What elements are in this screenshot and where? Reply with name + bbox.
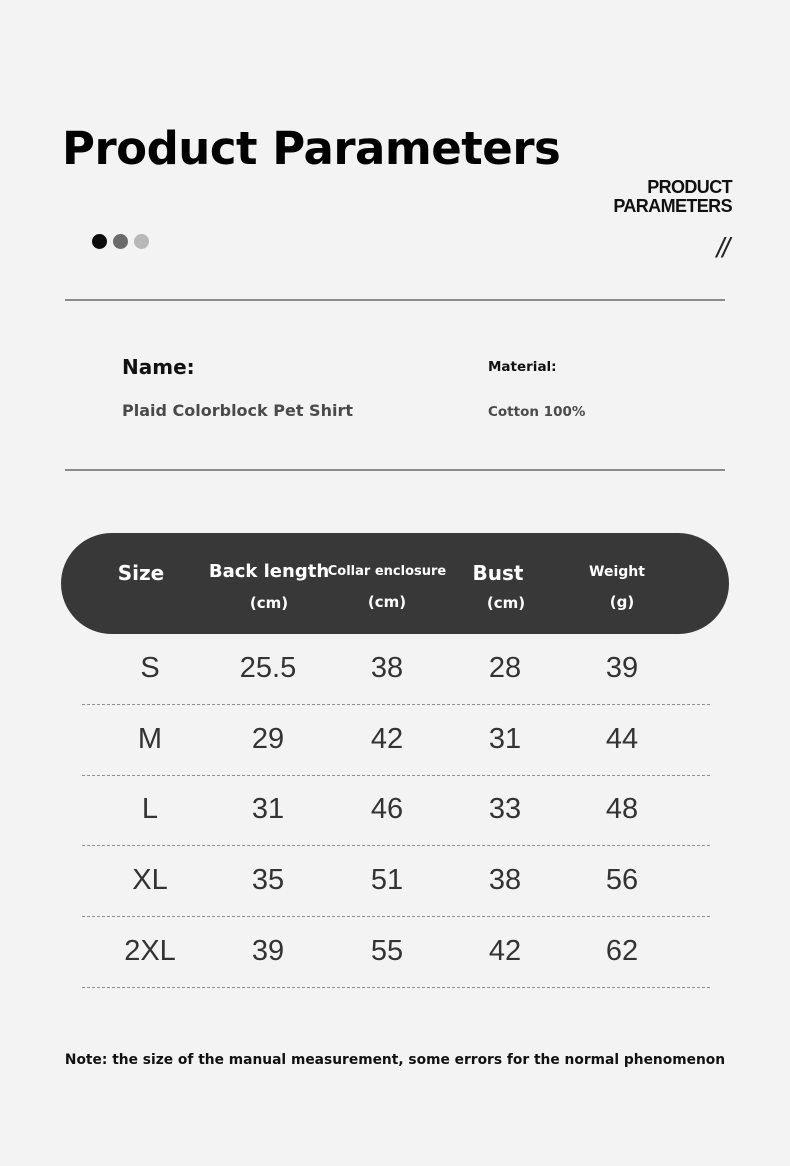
cell-back-length: 25.5: [239, 652, 297, 684]
cell-bust: 38: [488, 864, 522, 896]
divider-bottom: [65, 469, 725, 471]
column-header-size: Size: [117, 561, 165, 585]
size-table-header: [61, 533, 729, 634]
column-header-bust: Bust (cm): [472, 561, 526, 612]
cell-back-length: 35: [251, 864, 285, 896]
divider-top: [65, 299, 725, 301]
table-row: [0, 634, 790, 705]
decorative-dots: [92, 234, 149, 249]
cell-size: S: [140, 652, 160, 684]
table-row: [0, 775, 790, 846]
column-header-back-length: Back length (cm): [208, 561, 330, 612]
cell-bust: 31: [488, 723, 522, 755]
dot-dark: [92, 234, 107, 249]
cell-bust: 42: [488, 935, 522, 967]
name-value: Plaid Colorblock Pet Shirt: [122, 401, 353, 420]
table-row: [0, 846, 790, 917]
name-label: Name:: [122, 355, 195, 379]
cell-back-length: 31: [251, 793, 285, 825]
cell-size: XL: [132, 864, 168, 896]
material-label: Material:: [488, 359, 557, 375]
table-row: [0, 917, 790, 988]
column-header-weight: Weight (g): [589, 564, 645, 611]
column-header-collar: Collar enclosure (cm): [327, 564, 447, 611]
cell-size: L: [141, 793, 159, 825]
cell-collar: 38: [370, 652, 404, 684]
material-value: Cotton 100%: [488, 404, 586, 420]
cell-collar: 42: [370, 723, 404, 755]
cell-size: 2XL: [124, 935, 176, 967]
cell-collar: 55: [370, 935, 404, 967]
subtitle-line-2: PARAMETERS: [613, 196, 732, 216]
dot-light: [134, 234, 149, 249]
table-row: [0, 705, 790, 776]
cell-weight: 44: [605, 723, 639, 755]
cell-bust: 28: [488, 652, 522, 684]
measurement-note: Note: the size of the manual measurement, some errors for the normal phenomenon: [64, 1052, 726, 1068]
decorative-slashes: //: [716, 232, 728, 263]
page-subtitle: [613, 178, 732, 216]
dot-mid: [113, 234, 128, 249]
cell-weight: 48: [605, 793, 639, 825]
cell-weight: 62: [605, 935, 639, 967]
cell-back-length: 39: [251, 935, 285, 967]
cell-collar: 51: [370, 864, 404, 896]
row-divider: [82, 987, 710, 988]
cell-collar: 46: [370, 793, 404, 825]
cell-bust: 33: [488, 793, 522, 825]
cell-weight: 56: [605, 864, 639, 896]
page-title: Product Parameters: [62, 122, 561, 175]
cell-size: M: [137, 723, 163, 755]
cell-weight: 39: [605, 652, 639, 684]
subtitle-line-1: PRODUCT: [647, 177, 732, 197]
cell-back-length: 29: [251, 723, 285, 755]
